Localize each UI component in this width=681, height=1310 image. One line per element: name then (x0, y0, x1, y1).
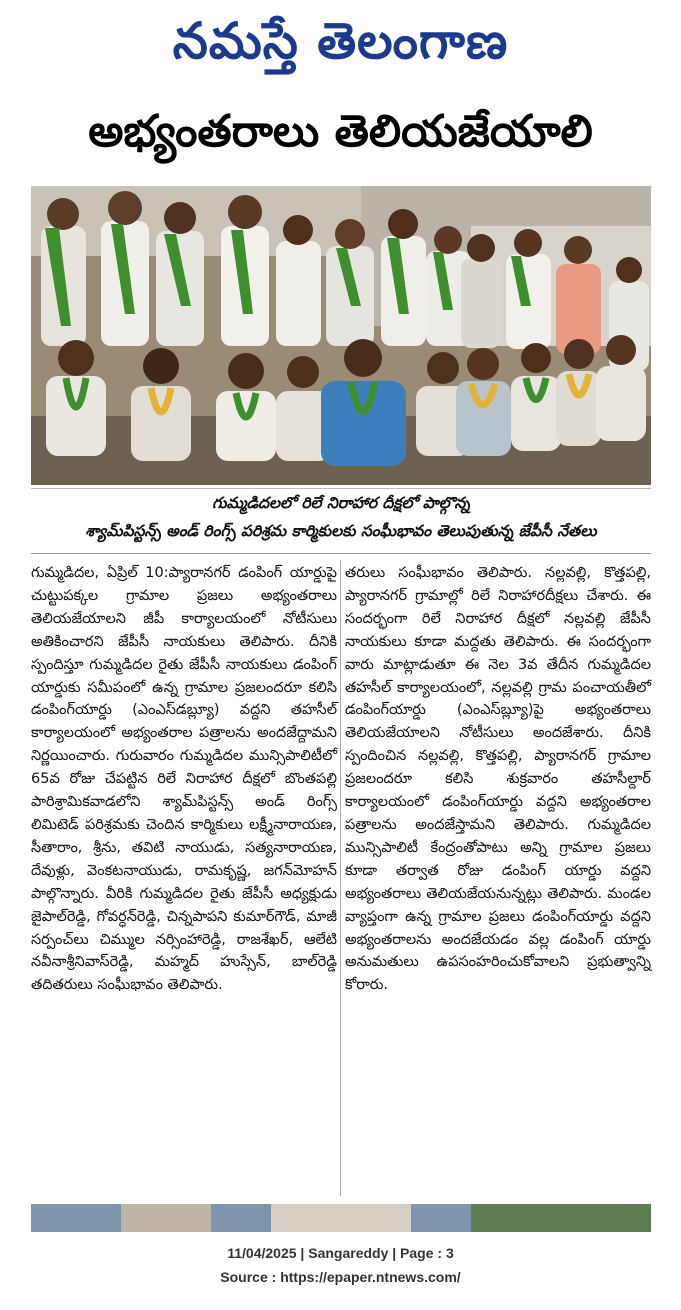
article-column-2 (345, 562, 651, 997)
caption-divider (31, 553, 651, 554)
article-headline: అభ్యంతరాలు తెలియజేయాలి (88, 106, 593, 157)
caption-line-2: శ్యామ్‌పిస్టన్స్ అండ్ రింగ్స్ పరిశ్రమ కార్మికులకు సంఘీభావం తెలుపుతున్న జేపీసీ నేతలు (85, 522, 597, 540)
news-photo (31, 186, 651, 485)
footer-date-edition: 11/04/2025 | Sangareddy | Page : 3 (227, 1245, 454, 1261)
masthead-title: నమస్తే తెలంగాణ (172, 12, 509, 70)
article-body-col1: గుమ్మడిదల, ఏప్రిల్ 10:ప్యారానగర్ డంపింగ్ యార్డుపై చుట్టుపక్కల గ్రామాల ప్రజలు అభ్యంతరాలు తెలియజేయాలని జీపీ కార్యాలయంలో నోటీసులు అతికించారని జేపీసీ నాయకులు తెలిపారు. దీనికి స్పందిస్తూ గుమ్మడిదల రైతు జేపీసీ నాయకులు డంపింగ్ యార్డుకు సమీపంలో ఉన్న గ్రామాల ప్రజలందరూ కలిసి డంపింగ్‌యార్డు (ఎంఎస్‌డబ్ల్యూ) వద్దని తహసీల్ కార్యాలయంలో అభ్యంతరాల పత్రాలను అందజేద్దామని నిర్ణయించారు. గురువారం గుమ్మడిదల మున్సిపాలిటీలో 65వ రోజు చేపట్టిన రిలే నిరాహార దీక్షలో బొంతపల్లి పారిశ్రామికవాడలోని శ్యామ్‌పిస్టన్స్ అండ్ రింగ్స్ లిమిటెడ్ పరిశ్రమకు చెందిన కార్మికులు లక్ష్మీనారాయణ, సీతారాం, శ్రీను, తవిటి నాయుడు, సత్యనారాయణ, దేవుళ్లు, వెంకటనాయుడు, రామకృష్ణ, జగన్‌మోహన్ పాల్గొన్నారు. వీరికి గుమ్మడిదల రైతు జేపీసీ అధ్యక్షుడు జైపాల్‌రెడ్డి, గోవర్ధన్‌రెడ్డి, చిన్నపాపని కుమార్‌గౌడ్, మాజీ సర్పంచ్‌లు చిమ్ముల నర్సింహారెడ్డి, రాజశేఖర్, ఆలేటి నవీనాశ్రీనివాస్‌రెడ్డి, మహ్మద్ హుస్సేన్, బాల్‌రెడ్డి తదితరులు సంఘీభావం తెలిపారు. (31, 565, 337, 994)
column-divider (340, 560, 341, 1196)
article-body-col2: తరులు సంఘీభావం తెలిపారు. నల్లవల్లి, కొత్తపల్లి, ప్యారానగర్ గ్రామాల్లో రిలే నిరాహారదీక్షలు చేశారు. ఈ సందర్భంగా రిలే నిరాహార దీక్షలో నల్లవల్లి జేపీసీ నాయకులు కూడా మద్దతు తెలిపారు. ఈ సందర్భంగా వారు మాట్లాడుతూ ఈ నెల 3వ తేదీన గుమ్మడిదల తహసీల్ కార్యాలయంలో, నల్లవల్లి గ్రామ పంచాయతీలో డంపింగ్‌యార్డు (ఎంఎస్‌బ్ల్యూ)పై అభ్యంతరాలు తెలియజేయాలని నోటీసులు అందజేశారు. దీనికి స్పందించిన నల్లవల్లి, కొత్తపల్లి, ప్యారానగర్ గ్రామాల ప్రజలందరూ కలిసి శుక్రవారం తహసీల్దార్ కార్యాలయంలో డంపింగ్‌యార్డు వద్దని అభ్యంతరాల పత్రాలను అందజేస్తామని తెలిపారు. గుమ్మడిదల మున్సిపాలిటీ కేంద్రంతోపాటు అన్ని గ్రామాల ప్రజలు కూడా తర్వాత రోజు డంపింగ్ యార్డు వద్దని అభ్యంతరాలు తెలియజేయనున్నట్లు తెలిపారు. మండల వ్యాప్తంగా ఉన్న గ్రామాల ప్రజలు డంపింగ్‌యార్డు వద్దని అభ్యంతరాలను అందజేయడం వల్ల డంపింగ్ యార్డు అనుమతులు ఉపసంహరించుకోవాలని ప్రభుత్వాన్ని కోరారు. (345, 565, 651, 994)
caption-line-1: గుమ్మడిదలలో రిలే నిరాహార దీక్షలో పాల్గొన్న (212, 494, 470, 512)
footer-source: Source : https://epaper.ntnews.com/ (220, 1269, 461, 1285)
next-article-photo-strip (31, 1204, 651, 1232)
article-column-1 (31, 562, 337, 997)
photo-caption (31, 488, 651, 551)
